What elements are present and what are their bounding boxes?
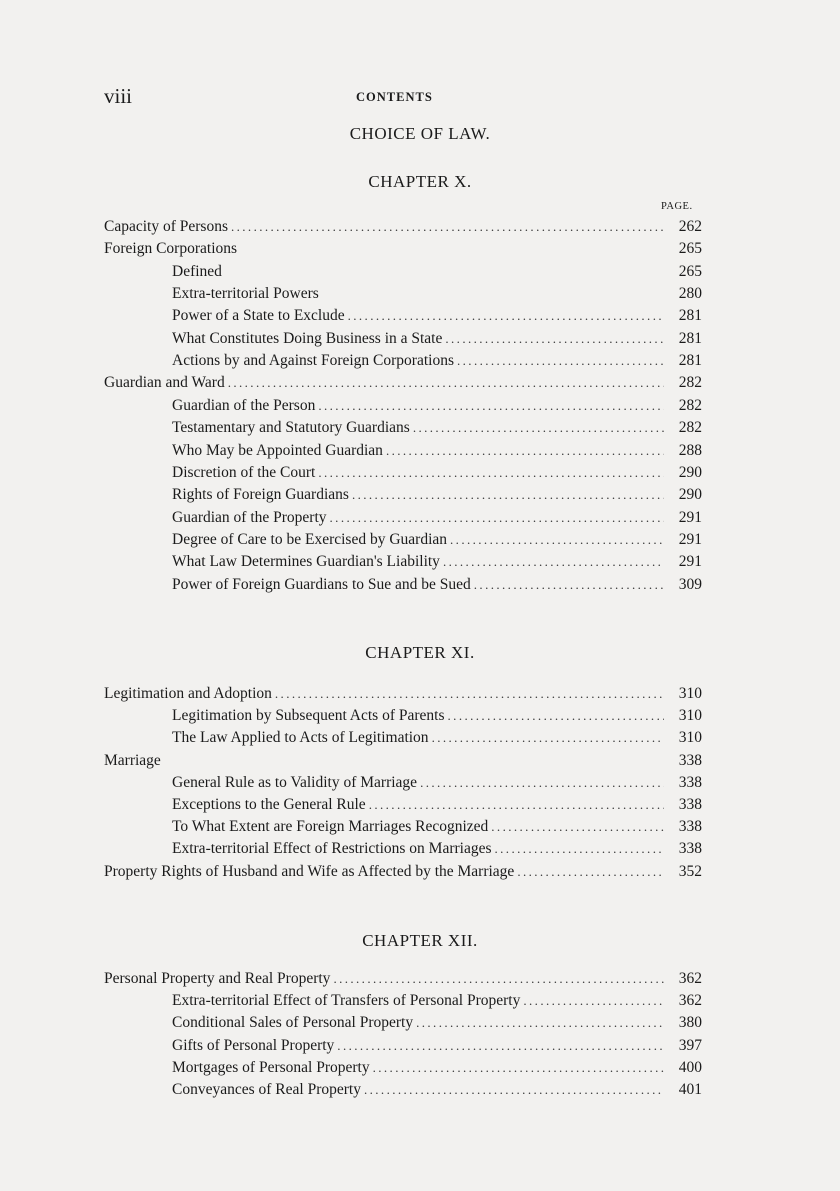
toc-entry-page: 338 (678, 751, 702, 769)
toc-entry-title: Legitimation by Subsequent Acts of Parents (172, 707, 445, 725)
dot-leader (448, 708, 664, 724)
toc-entry-page: 265 (678, 262, 702, 280)
toc-entry (172, 509, 702, 531)
toc-entry-title: Gifts of Personal Property (172, 1036, 335, 1054)
toc-entry (172, 707, 702, 729)
toc-entry-title: Power of Foreign Guardians to Sue and be Sued (172, 575, 471, 593)
toc-entry-title: Who May be Appointed Guardian (172, 441, 383, 459)
toc-entry (104, 685, 702, 707)
toc-entry (104, 970, 702, 992)
page-column-label: PAGE. (661, 201, 693, 212)
toc-entry (172, 263, 702, 285)
dot-leader (364, 1082, 664, 1098)
toc-entry-page: 281 (678, 352, 702, 370)
toc-entry-title: General Rule as to Validity of Marriage (172, 773, 418, 791)
toc-entry-page: 262 (678, 218, 702, 235)
toc-entry (172, 576, 702, 598)
toc-entry-page: 397 (678, 1036, 702, 1054)
dot-leader (231, 219, 664, 235)
toc-entry-page: 282 (678, 419, 702, 437)
toc-entry-title: Extra-territorial Effect of Restrictions on Marriages (172, 840, 492, 858)
toc-entry-title: Foreign Corporations (104, 240, 238, 258)
toc-entry-title: Guardian and Ward (104, 374, 225, 392)
toc-entry-title: Exceptions to the General Rule (172, 796, 366, 813)
toc-entry (104, 863, 702, 885)
toc-entry-title: Mortgages of Personal Property (172, 1058, 370, 1076)
toc-entry-page: 291 (678, 508, 702, 526)
toc-entry-title: What Constitutes Doing Business in a State (172, 329, 443, 347)
toc-entry (172, 442, 702, 464)
toc-entry-title: Discretion of the Court (172, 463, 316, 481)
toc-entry (172, 818, 702, 840)
toc-entry-title: Actions by and Against Foreign Corporations (172, 352, 454, 370)
dot-leader (333, 971, 664, 987)
dot-leader (275, 686, 664, 702)
dot-leader (517, 864, 664, 880)
toc-entry-title: Power of a State to Exclude (172, 307, 345, 325)
toc-entry-page: 265 (678, 240, 702, 258)
dot-leader (445, 331, 664, 347)
part-title: CHOICE OF LAW. (349, 124, 491, 143)
toc-entry-title: Capacity of Persons (104, 218, 228, 235)
toc-entry-page: 280 (678, 285, 702, 303)
toc-entry-page: 352 (678, 862, 702, 880)
toc-entry-page: 290 (678, 486, 702, 504)
toc-entry-title: Personal Property and Real Property (104, 970, 331, 987)
toc-entry (104, 374, 702, 396)
toc-entry (172, 285, 702, 307)
toc-entry (172, 464, 702, 486)
toc-entry (172, 553, 702, 575)
toc-entry-page: 338 (678, 840, 702, 858)
dot-leader (420, 775, 664, 791)
toc-entry-page: 291 (678, 553, 702, 571)
toc-entry-page: 310 (678, 685, 702, 702)
toc-entry (172, 729, 702, 751)
toc-entry (172, 352, 702, 374)
dot-leader (413, 420, 664, 436)
toc-entry-page: 310 (678, 729, 702, 747)
toc-entry-page: 288 (678, 441, 702, 459)
toc-entry-page: 290 (678, 463, 702, 481)
toc-entry-title: Rights of Foreign Guardians (172, 486, 349, 504)
toc-entry (104, 218, 702, 240)
toc-entry-title: Testamentary and Statutory Guardians (172, 419, 410, 437)
toc-entry (172, 1081, 702, 1103)
dot-leader (373, 1060, 664, 1076)
toc-entry-title: Guardian of the Person (172, 396, 316, 414)
toc-entry (172, 796, 702, 818)
toc-entry-title: To What Extent are Foreign Marriages Recognized (172, 818, 489, 836)
toc-entry (172, 419, 702, 441)
toc-entry (172, 397, 702, 419)
toc-entry-title: Conditional Sales of Personal Property (172, 1014, 414, 1032)
toc-entry-title: Extra-territorial Powers (172, 285, 319, 303)
dot-leader (369, 797, 664, 813)
dot-leader (337, 1038, 664, 1054)
dot-leader (318, 465, 664, 481)
toc-entry-page: 281 (678, 307, 702, 325)
toc-entry-page: 362 (678, 992, 702, 1010)
dot-leader (450, 532, 664, 548)
toc-entry (172, 531, 702, 553)
dot-leader (432, 730, 664, 746)
toc-entry-page: 310 (678, 707, 702, 725)
toc-entry-page: 282 (678, 396, 702, 414)
toc-entry-page: 400 (678, 1058, 702, 1076)
toc-entry-title: Marriage (104, 751, 161, 769)
toc-entry (172, 840, 702, 862)
running-title: CONTENTS (356, 90, 433, 104)
toc-entry-page: 338 (678, 796, 702, 813)
toc-entry-page: 309 (678, 575, 702, 593)
toc-entry (172, 330, 702, 352)
dot-leader (352, 487, 664, 503)
toc-entry-title: The Law Applied to Acts of Legitimation (172, 729, 429, 747)
toc-entry-page: 281 (678, 329, 702, 347)
dot-leader (523, 993, 664, 1009)
toc-entry-page: 401 (678, 1081, 702, 1098)
toc-entry-title: Legitimation and Adoption (104, 685, 272, 702)
chapter-heading: CHAPTER XII. (362, 931, 478, 950)
toc-entry (172, 774, 702, 796)
toc-entry-page: 338 (678, 818, 702, 836)
toc-entry (172, 1059, 702, 1081)
toc-entry-title: Degree of Care to be Exercised by Guardian (172, 530, 448, 548)
dot-leader (228, 375, 664, 391)
chapter-heading: CHAPTER X. (368, 172, 472, 191)
toc-entry-page: 338 (678, 773, 702, 791)
dot-leader (348, 308, 664, 324)
toc-entry (172, 1014, 702, 1036)
dot-leader (330, 510, 664, 526)
toc-entry-title: Guardian of the Property (172, 508, 327, 526)
toc-entry-page: 362 (678, 970, 702, 987)
dot-leader (416, 1015, 664, 1031)
dot-leader (495, 841, 665, 857)
toc-entry-page: 380 (678, 1014, 702, 1032)
toc-entry-title: What Law Determines Guardian's Liability (172, 553, 440, 571)
toc-entry-title: Extra-territorial Effect of Transfers of Personal Property (172, 992, 521, 1010)
dot-leader (457, 353, 664, 369)
toc-entry (104, 752, 702, 774)
toc-entry (104, 240, 702, 262)
dot-leader (491, 819, 664, 835)
page-number: viii (104, 84, 133, 108)
toc-entry-title: Conveyances of Real Property (172, 1081, 361, 1098)
toc-entry (172, 486, 702, 508)
dot-leader (474, 577, 664, 593)
toc-entry-page: 282 (678, 374, 702, 392)
dot-leader (318, 398, 664, 414)
chapter-heading: CHAPTER XI. (365, 643, 475, 662)
dot-leader (443, 554, 664, 570)
toc-entry-title: Property Rights of Husband and Wife as Affected by the Marriage (104, 862, 515, 880)
toc-entry-title: Defined (172, 262, 222, 280)
toc-entry (172, 992, 702, 1014)
dot-leader (386, 443, 664, 459)
toc-entry-page: 291 (678, 530, 702, 548)
toc-entry (172, 1037, 702, 1059)
toc-entry (172, 307, 702, 329)
